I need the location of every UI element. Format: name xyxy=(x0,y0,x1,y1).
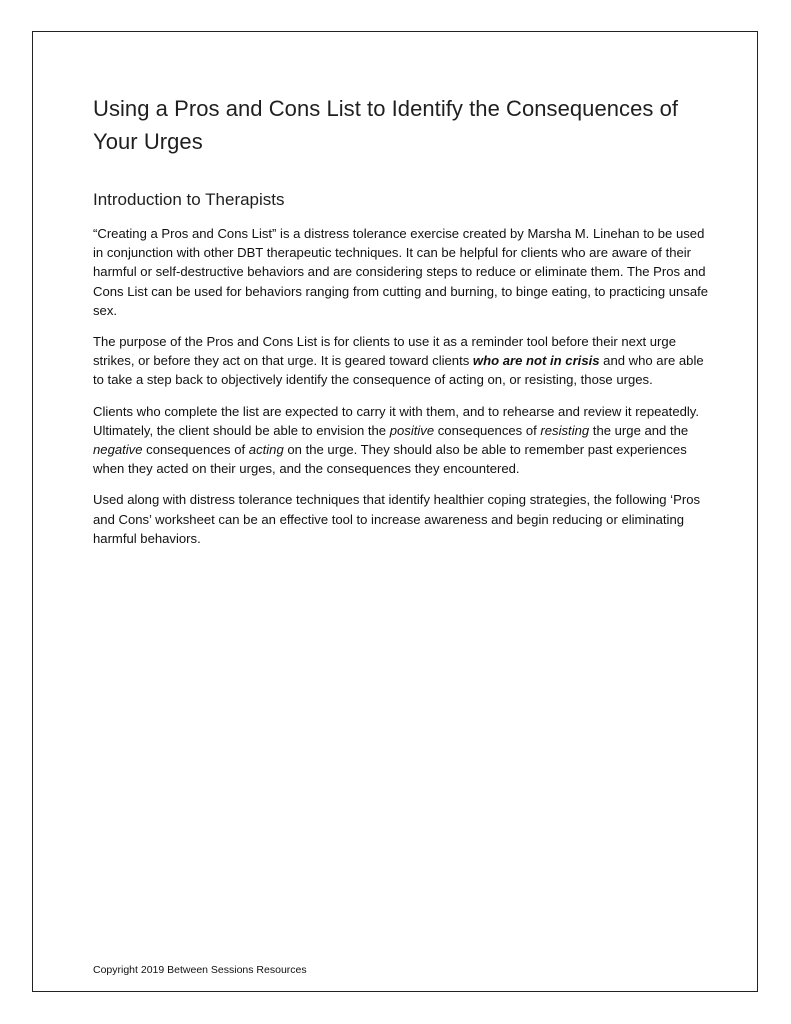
rehearse-text-2: consequences of xyxy=(434,422,541,438)
rehearse-text-end: on the urge. They should also be able to remember past experiences when they acted on their urges, and the consequences they encountered. xyxy=(93,442,687,477)
document-body xyxy=(93,92,711,560)
emphasis-resisting: resisting xyxy=(540,422,590,438)
emphasis-not-in-crisis: who are not in crisis xyxy=(472,353,600,369)
paragraph-coping: Used along with distress tolerance techniques that identify healthier coping strategies, the following ‘Pros and Cons’ worksheet can be an effective tool to increase awareness and begin reducing or eliminating harmful behaviors. xyxy=(93,492,701,546)
purpose-text-end: and who are able to take a step back to objectively identify the consequence of acting on, or resisting, those urges. xyxy=(93,353,704,388)
paragraph-intro: “Creating a Pros and Cons List” is a distress tolerance exercise created by Marsha M. Linehan to be used in conjunction with other DBT therapeutic techniques. It can be helpful for clients who are aware of their harmful or self-destructive behaviors and are considering steps to reduce or eliminate them. The Pros and Cons List can be used for behaviors ranging from cutting and burning, to binge eating, to practicing unsafe sex. xyxy=(93,226,709,318)
section-heading: Introduction to Therapists xyxy=(93,190,285,209)
paragraph-rehearse xyxy=(93,402,711,479)
paragraph-purpose xyxy=(93,332,711,390)
emphasis-positive: positive xyxy=(389,422,435,438)
document-title: Using a Pros and Cons List to Identify the Consequences of Your Urges xyxy=(93,96,679,154)
rehearse-text-4: consequences of xyxy=(142,442,249,458)
copyright-footer: Copyright 2019 Between Sessions Resources xyxy=(93,964,307,976)
purpose-text: The purpose of the Pros and Cons List is for clients to use it as a reminder tool before their next urge strikes, or before they act on that urge. It is geared toward clients xyxy=(93,334,676,369)
emphasis-negative: negative xyxy=(93,442,143,458)
rehearse-text-3: the urge and the xyxy=(589,422,689,438)
emphasis-acting: acting xyxy=(248,442,284,458)
rehearse-text: Clients who complete the list are expected to carry it with them, and to rehearse and review it repeatedly. Ultimately, the client should be able to envision the xyxy=(93,403,700,438)
